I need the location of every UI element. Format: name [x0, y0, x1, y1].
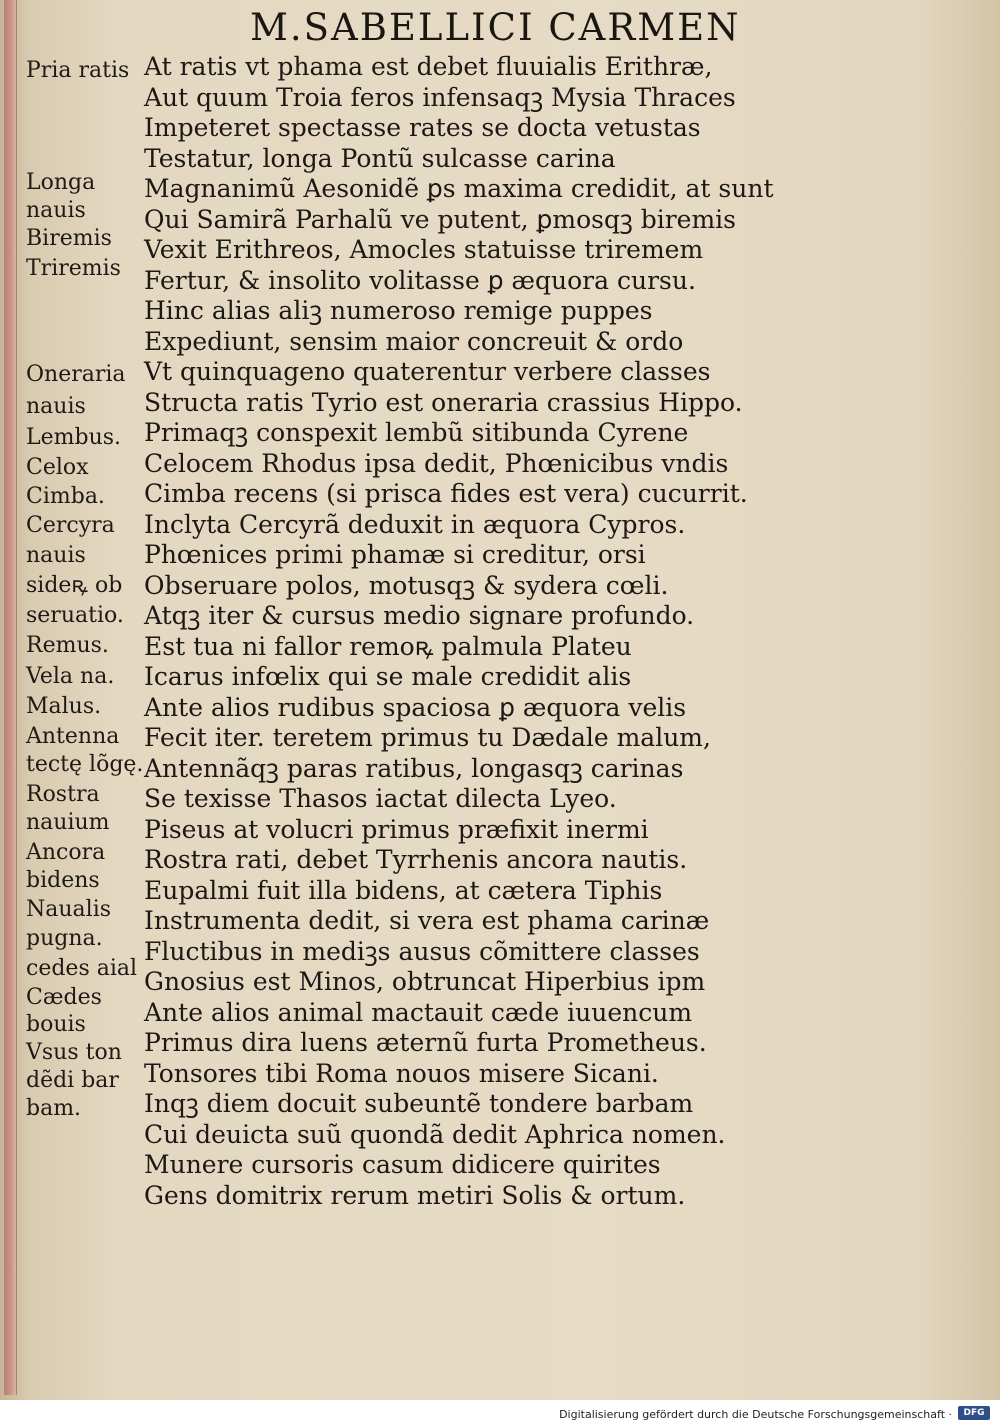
verse-line: Fecit iter. teretem primus tu Dædale malum, — [144, 723, 711, 752]
margin-note: nauis — [26, 543, 86, 568]
margin-note: Ancora — [26, 840, 106, 865]
verse-line: Expediunt, sensim maior concreuit & ordo — [144, 326, 684, 356]
margin-note: Cædes — [26, 985, 102, 1010]
margin-note: nauis — [26, 198, 86, 223]
margin-note: Remus. — [26, 633, 109, 658]
footer-bar — [0, 1400, 1000, 1427]
verse-line: Phœnices primi phamæ si creditur, orsi — [144, 540, 646, 569]
verse-line: Primus dira luens æternũ furta Prometheus. — [144, 1028, 707, 1057]
verse-line: Atqꝫ iter & cursus medio signare profundo. — [144, 601, 695, 630]
verse-line: Qui Samirã Parhalũ ve putent, ꝑmosqꝫ biremis — [144, 204, 736, 234]
verse-line: Obseruare polos, motusqꝫ & sydera cœli. — [144, 570, 669, 600]
margin-note: Antenna — [26, 724, 120, 749]
margin-note: Malus. — [26, 694, 102, 719]
verse-line: Celocem Rhodus ipsa dedit, Phœnicibus vndis — [144, 448, 729, 478]
verse-line: Ante alios rudibus spaciosa ꝑ æquora velis — [144, 692, 687, 722]
margin-note: Oneraria — [26, 362, 126, 387]
margin-note: Celox — [26, 455, 89, 480]
verse-line: Antennãqꝫ paras ratibus, longasqꝫ carinas — [144, 753, 684, 783]
verse-line: Vt quinquageno quaterentur verbere classes — [144, 357, 711, 386]
dfg-logo: DFG — [958, 1406, 990, 1420]
verse-body — [144, 52, 944, 1211]
verse-line: Icarus infœlix qui se male credidit alis — [144, 662, 632, 691]
margin-note: sideꝶ ob — [26, 573, 123, 598]
verse-line: Instrumenta dedit, si vera est phama carinæ — [144, 906, 710, 935]
margin-note: dẽdi bar — [26, 1068, 119, 1093]
margin-note: seruatio. — [26, 603, 124, 628]
margin-note: Naualis — [26, 897, 112, 922]
margin-note: Triremis — [26, 256, 121, 281]
margin-note: nauis — [26, 394, 86, 419]
verse-line: Gnosius est Minos, obtruncat Hiperbius ipm — [144, 967, 706, 996]
verse-line: Fluctibus in mediꝫs ausus cõmittere classes — [144, 936, 700, 966]
verse-line: Inqꝫ diem docuit subeuntẽ tondere barbam — [144, 1089, 694, 1118]
margin-note: Cercyra — [26, 513, 115, 538]
verse-line: Vexit Erithreos, Amocles statuisse triremem — [144, 235, 704, 264]
verse-line: Est tua ni fallor remoꝶ palmula Plateu — [144, 631, 632, 661]
verse-line: Cimba recens (si prisca fides est vera) cucurrit. — [144, 479, 748, 508]
verse-line: Piseus at volucri primus præfixit inermi — [144, 814, 649, 844]
verse-line: At ratis vt phama est debet fluuialis Erithræ, — [144, 52, 713, 81]
margin-note: pugna. — [26, 926, 103, 951]
verse-line: Impeteret spectasse rates se docta vetustas — [144, 113, 701, 142]
margin-note: Vela na. — [26, 664, 115, 689]
margin-notes — [18, 0, 143, 1140]
verse-line: Inclyta Cercyrã deduxit in æquora Cypros. — [144, 509, 686, 539]
verse-line: Structa ratis Tyrio est oneraria crassius Hippo. — [144, 387, 743, 417]
page-title: M.SABELLICI CARMEN — [250, 6, 741, 49]
margin-note: bam. — [26, 1096, 82, 1121]
verse-line: Hinc alias aliꝫ numeroso remige puppes — [144, 296, 653, 325]
verse-line: Cui deuicta suũ quondã dedit Aphrica nomen. — [144, 1119, 726, 1149]
verse-line: Fertur, & insolito volitasse ꝑ æquora cursu. — [144, 265, 696, 295]
margin-note: tectę lõgę. — [26, 752, 144, 777]
margin-note: nauium — [26, 810, 110, 835]
margin-note: cedes aial — [26, 956, 138, 981]
verse-line: Magnanimũ Aesonidẽ ꝑs maxima credidit, at sunt — [144, 174, 774, 203]
margin-note: bouis — [26, 1012, 86, 1037]
margin-note: Lembus. — [26, 425, 122, 450]
margin-note: Rostra — [26, 782, 100, 807]
verse-line: Munere cursoris casum didicere quirites — [144, 1150, 661, 1179]
margin-note: Biremis — [26, 226, 112, 251]
verse-line: Testatur, longa Pontũ sulcasse carina — [144, 143, 616, 173]
verse-line: Tonsores tibi Roma nouos misere Sicani. — [144, 1058, 659, 1088]
page-edge-red — [4, 0, 17, 1395]
verse-line: Se texisse Thasos iactat dilecta Lyeo. — [144, 784, 617, 813]
verse-line: Gens domitrix rerum metiri Solis & ortum. — [144, 1180, 686, 1210]
digitization-credit: Digitalisierung gefördert durch die Deutsche Forschungsgemeinschaft · — [559, 1408, 952, 1421]
verse-line: Rostra rati, debet Tyrrhenis ancora nautis. — [144, 845, 688, 874]
margin-note: Vsus ton — [26, 1040, 122, 1065]
margin-note: Cimba. — [26, 484, 105, 509]
page-header — [250, 6, 850, 52]
verse-line: Primaqꝫ conspexit lembũ sitibunda Cyrene — [144, 418, 689, 447]
verse-line: Aut quum Troia feros infensaqꝫ Mysia Thraces — [144, 82, 736, 112]
margin-note: Pria ratis — [26, 58, 130, 83]
margin-note: Longa — [26, 170, 96, 195]
verse-line: Eupalmi fuit illa bidens, at cætera Tiphis — [144, 875, 663, 905]
margin-note: bidens — [26, 868, 100, 893]
verse-line: Ante alios animal mactauit cæde iuuencum — [144, 997, 693, 1027]
